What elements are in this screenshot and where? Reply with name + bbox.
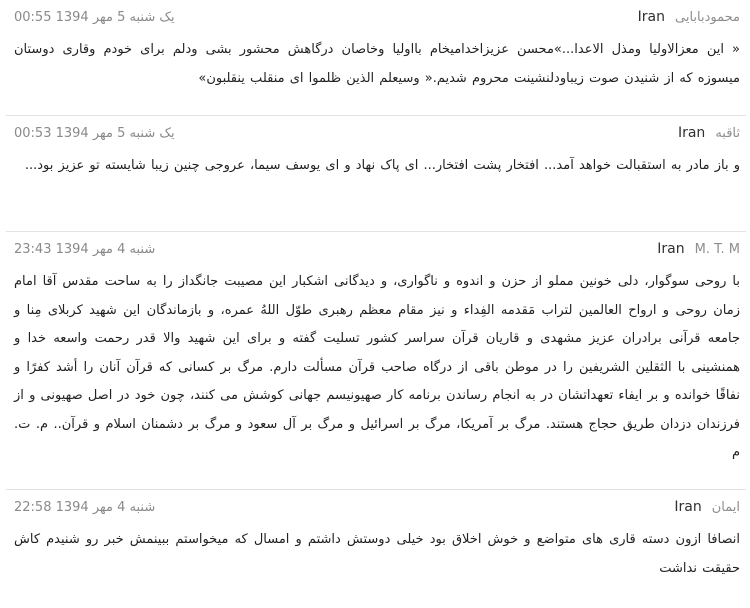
comment-date: یک شنبه 5 مهر 1394 00:53 bbox=[14, 125, 175, 141]
comment-body: با روحی سوگوار، دلی خونین مملو از حزن و اندوه و ناگواری، و دیدگانی اشکبار این مصیبت جانگداز را به ساحت مقدس آقا امام زمان روحی و ارواح العالمین لتراب مَقدمه الفِداء و نیز مقام معظم رهبری طوّل اللهُ عمره، و بازماندگان این شهید کربلای مِنا و جامعه قرآنی برادران عزیز مشهدی و قاریان قرآن سراسر کشور تسلیت گفته و برای این شهید والا قدر رحمت واسعه خدا و همنشینی با الثقلین الشریفین را در موطن باقی از درگاه صاحب قرآن مسألت دارم. مرگ بر کسانی که قرآن آنان را أشد کفرًا و نفاقًا خوانده و بر ایفاء تعهداتشان در به انجام رساندن برنامه کار صهیونیسم جهانی کوشش می کنند، چون خود در اصل صهیونی و از فرزندان دزدان طریق حجاج هستند. مرگ بر آمریکا، مرگ بر اسرائیل و مرگ بر آل سعود و مرگ بر دشمنان اسلام و قرآن.. م. ت. م bbox=[14, 274, 740, 460]
comment-date: شنبه 4 مهر 1394 23:43 bbox=[14, 241, 156, 257]
comment-header bbox=[14, 116, 740, 150]
comment-header bbox=[14, 490, 740, 524]
comment-item bbox=[6, 116, 746, 232]
comment-item bbox=[6, 232, 746, 490]
comment-author-block bbox=[638, 9, 740, 25]
comment-author-block bbox=[657, 241, 740, 257]
comment-body: و باز مادر به استقبالت خواهد آمد... افتخار پشت افتخار... ای پاک نهاد و ای یوسف سیما، عروجی چنین زیبا شایسته تو عزیز بود... bbox=[24, 158, 740, 173]
comment-author-country: Iran bbox=[674, 499, 702, 515]
comment-author-name: محمودبابایی bbox=[675, 9, 740, 25]
comment-item bbox=[6, 0, 746, 116]
comment-author-block bbox=[678, 125, 740, 141]
comment-date: شنبه 4 مهر 1394 22:58 bbox=[14, 499, 156, 515]
comment-author-name: ثاقبه bbox=[715, 125, 740, 141]
comment-author-name: ایمان bbox=[711, 499, 740, 515]
comment-header bbox=[14, 0, 740, 34]
comment-author-block bbox=[674, 499, 740, 515]
comment-body: « این معزالاولیا ومذل الاعدا...»محسن عزیزاخدامیخام بااولیا وخاصان درگاهش محشور بشی ودلم برای خودم وقاری دوستان میسوزه که از شنیدن صوت زیباودلنشینت محروم شدیم.« وسیعلم الذین ظلموا ای منقلب ینقلبون» bbox=[14, 42, 740, 86]
comment-author-country: Iran bbox=[677, 125, 706, 141]
comment-author-country: Iran bbox=[657, 241, 685, 257]
comment-item bbox=[6, 490, 746, 608]
comment-body: انصافا ازون دسته قاری های متواضع و خوش اخلاق بود خیلی دوستش داشتم و امسال که میخواستم ببینمش خبر رو شنیدم کاش حقیقت نداشت bbox=[14, 532, 740, 576]
comment-date: یک شنبه 5 مهر 1394 00:55 bbox=[14, 9, 175, 25]
comment-author-country: Iran bbox=[637, 9, 665, 25]
comment-header bbox=[14, 232, 740, 266]
comment-author-name: M. T. M bbox=[694, 241, 740, 257]
